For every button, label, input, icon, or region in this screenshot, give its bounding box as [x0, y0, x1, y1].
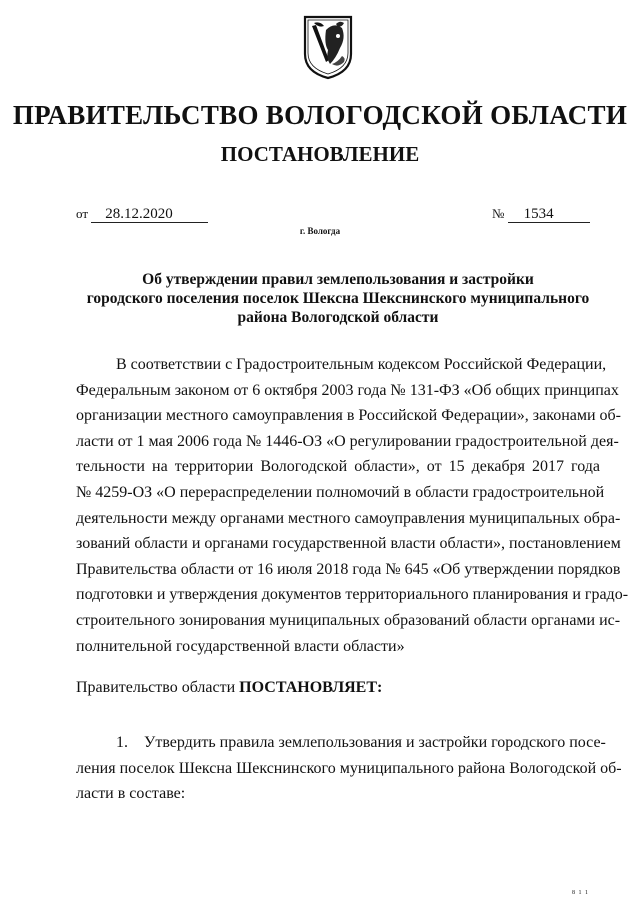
item-line: ласти в составе:	[76, 785, 186, 803]
government-title: ПРАВИТЕЛЬСТВО ВОЛОГОДСКОЙ ОБЛАСТИ	[12, 100, 628, 130]
preamble	[76, 352, 629, 659]
preamble-line: В соответствии с Градостроительным кодексом Российской Федерации,	[116, 356, 607, 373]
resolution-prefix: Правительство области	[76, 679, 236, 696]
preamble-line: тельности на территории Вологодской области», от 15 декабря 2017 года	[76, 458, 600, 476]
resolution-verb: ПОСТАНОВЛЯЕТ:	[239, 679, 383, 696]
document-type: ПОСТАНОВЛЕНИЕ	[220, 142, 420, 166]
preamble-line: подготовки и утверждения документов территориального планирования и градо-	[76, 586, 629, 604]
item-line: ления поселок Шексна Шекснинского муниципального района Вологодской об-	[76, 759, 622, 777]
subject-line: городского поселения поселок Шексна Шекснинского муниципального	[86, 290, 590, 307]
item-number: 1.	[116, 734, 128, 751]
preamble-line: Правительства области от 16 июля 2018 года № 645 «Об утверждении порядков	[76, 560, 621, 578]
preamble-line: Федеральным законом от 6 октября 2003 года № 131-ФЗ «Об общих принципах	[76, 381, 619, 399]
preamble-line: № 4259-ОЗ «О перераспределении полномочий в области градостроительной	[76, 483, 605, 501]
page-mark: 8 1 1	[572, 890, 589, 896]
number-prefix: №	[492, 206, 505, 221]
preamble-line: деятельности между органами местного самоуправления муниципальных обра-	[76, 509, 621, 527]
resolution-statement	[76, 678, 382, 698]
preamble-line: зований области и органами государственной власти области», постановлением	[76, 535, 621, 553]
date-value: 28.12.2020	[91, 206, 208, 223]
coat-of-arms-icon	[302, 14, 354, 80]
number-field	[492, 206, 590, 223]
document-subject	[76, 270, 600, 327]
preamble-line: строительного зонирования муниципальных образований области органами ис-	[76, 611, 621, 629]
date-prefix: от	[76, 206, 89, 221]
number-value: 1534	[508, 206, 590, 223]
date-field	[76, 206, 208, 223]
preamble-line: организации местного самоуправления в Российской Федерации», законами об-	[76, 407, 622, 425]
preamble-line: ласти от 1 мая 2006 года № 1446-ОЗ «О регулировании градостроительной дея-	[76, 432, 619, 450]
resolution-item-1	[76, 730, 622, 807]
city-label: г. Вологда	[299, 226, 341, 236]
subject-line: Об утверждении правил землепользования и застройки	[142, 271, 534, 288]
item-text: Утвердить правила землепользования и застройки городского посе-	[144, 734, 606, 751]
preamble-line: полнительной государственной власти области»	[76, 637, 405, 655]
subject-line: района Вологодской области	[237, 309, 439, 326]
item-line	[76, 730, 606, 756]
